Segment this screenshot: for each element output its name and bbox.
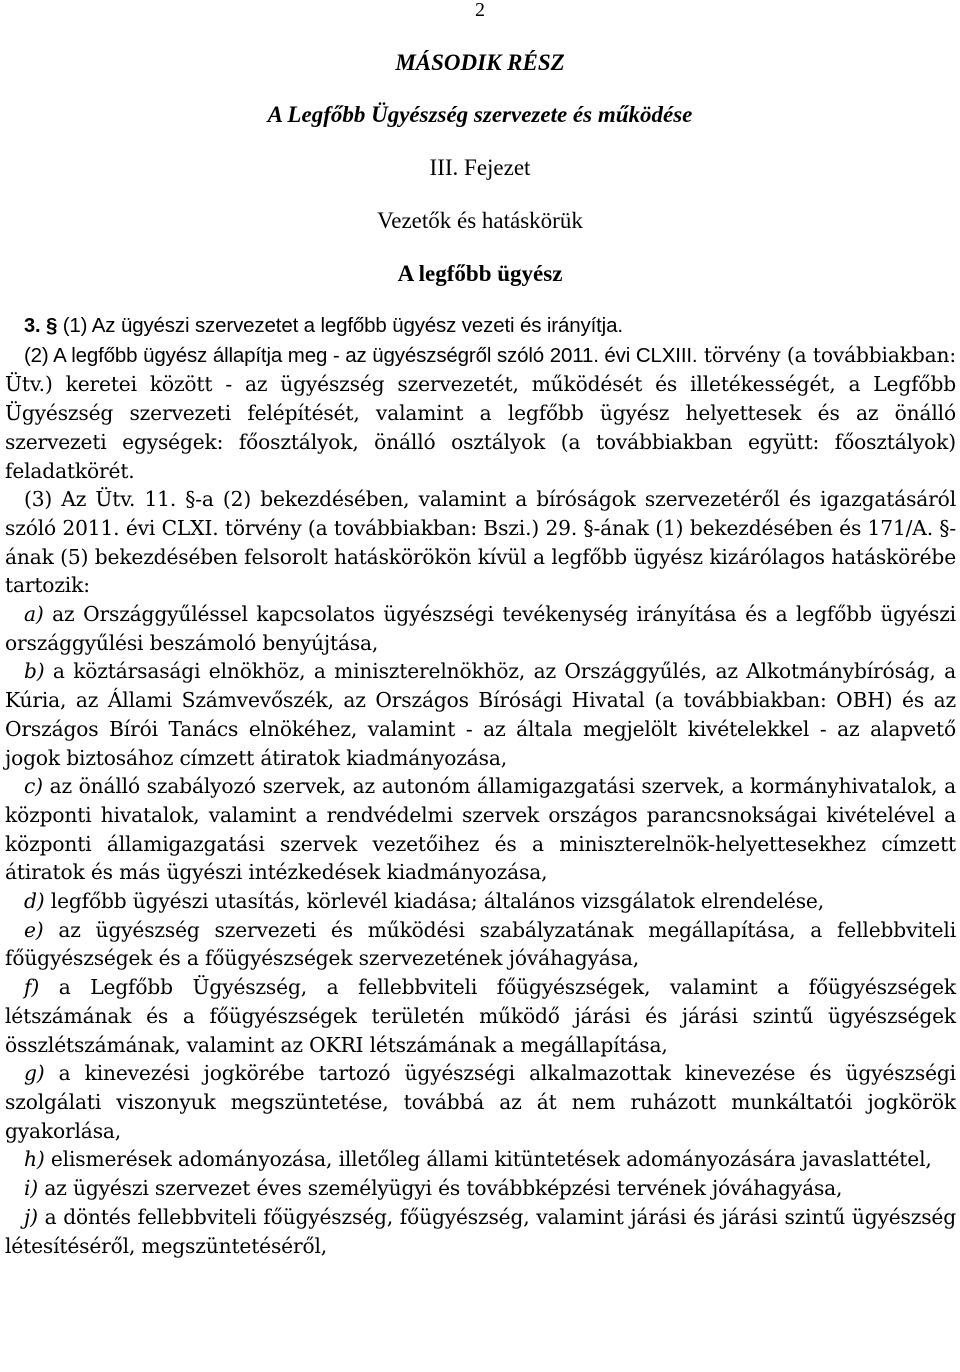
item-letter: e) [24,917,44,942]
item-list [5,600,956,1260]
section-sign: § [45,314,58,337]
list-item [5,1059,956,1145]
item-text: az ügyészség szervezeti és működési szabályzatának megállapítása, a fellebbviteli főügyészségek és a főügyészségek szervezetének jóváhagyása, [5,917,956,971]
list-item [5,1174,956,1203]
paragraph-2-text: törvény (a továbbiakban: Ütv.) keretei között - az ügyészség szervezetét, működését és illetékességét, a Legfőbb Ügyészség szervezeti felépítését, valamint a legfőbb ügyész helyettesek és az önálló szervezeti egységek: főosztályok, önálló osztályok (a továbbiakban együtt: főosztályok) feladatkörét. [5,342,956,483]
document-body [5,312,956,1260]
paragraph-2 [5,341,956,486]
list-item [5,657,956,772]
item-text: az Országgyűléssel kapcsolatos ügyészségi tevékenység irányítása és a legfőbb ügyészi országgyűlési beszámoló benyújtása, [5,602,956,655]
item-letter: b) [24,659,45,684]
part-title: MÁSODIK RÉSZ [395,50,565,75]
list-item [5,973,956,1059]
item-text: az önálló szabályozó szervek, az autonóm államigazgatási szervek, a kormányhivatalok, a központi hivatalok, valamint a rendvédelmi szervek országos parancsnokságai kivételével a központi államigazgatási szervek vezetőihez és a miniszterelnök-helyettesekhez címzett átiratok és más ügyészi intézkedések kiadmányozása, [5,774,956,885]
paragraph-2-intro: (2) A legfőbb ügyész állapítja meg - az ügyészségről szóló 2011. évi CLXIII. [24,343,698,367]
list-item [5,1203,956,1260]
chapter-name: Vezetők és hatáskörük [377,208,583,233]
sub-title: A Legfőbb Ügyészség szervezete és működése [267,102,693,127]
item-text: az ügyészi szervezet éves személyügyi és továbbképzési tervének jóváhagyása, [44,1176,843,1201]
item-letter: g) [24,1061,45,1086]
item-letter: a) [24,602,44,627]
item-letter: i) [24,1176,39,1201]
list-item [5,887,956,916]
list-item [5,600,956,657]
item-letter: f) [24,975,40,1000]
chapter-heading: III. Fejezet [429,155,531,180]
paragraph-3: (3) Az Ütv. 11. §-a (2) bekezdésében, valamint a bíróságok szervezetéről és igazgatásáról szóló 2011. évi CLXI. törvény (a továbbiakban: Bszi.) 29. §-ának (1) bekezdésében és 171/A. §-ának (5) bekezdésében felsorolt hatáskörökön kívül a legfőbb ügyész kizárólagos hatáskörébe tartozik: [5,487,956,598]
item-letter: c) [24,774,43,799]
item-text: elismerések adományozása, illetőleg állami kitüntetések adományozására javaslattétel, [50,1147,932,1172]
item-text: a kinevezési jogkörébe tartozó ügyészségi alkalmazottak kinevezése és ügyészségi szolgálati viszonyuk megszüntetése, továbbá az át nem ruházott munkáltatói jogkörök gyakorlása, [5,1061,956,1143]
item-text: a döntés fellebbviteli főügyészség, főügyészség, valamint járási és járási szintű ügyészség létesítéséről, megszüntetéséről, [5,1204,956,1258]
page-number: 2 [475,0,485,21]
item-letter: h) [24,1147,45,1172]
item-text: a Legfőbb Ügyészség, a fellebbviteli főügyészségek, valamint a főügyészségek létszámának és a főügyészségek területén működő járási és járási szintű ügyészségek összlétszámának, valamint az OKRI létszámának a megállapítása, [5,975,956,1057]
item-text: a köztársasági elnökhöz, a miniszterelnökhöz, az Országgyűlés, az Alkotmánybíróság, a Kúria, az Állami Számvevőszék, az Országos Bírósági Hivatal (a továbbiakban: OBH) és az Országos Bírói Tanács elnökéhez, valamint - az általa megjelölt kivételekkel - az alapvető jogok biztosához címzett átiratok kiadmányozása, [5,659,956,770]
item-letter: j) [24,1204,38,1229]
item-text: legfőbb ügyészi utasítás, körlevél kiadása; általános vizsgálatok elrendelése, [50,889,824,914]
item-letter: d) [24,889,45,914]
section-title: A legfőbb ügyész [397,261,563,286]
paragraph-1 [5,312,956,341]
list-item [5,1145,956,1174]
paragraph-1-text: (1) Az ügyészi szervezetet a legfőbb ügyész vezeti és irányítja. [62,314,623,337]
section-number: 3. [24,315,41,337]
list-item [5,772,956,887]
list-item [5,916,956,973]
